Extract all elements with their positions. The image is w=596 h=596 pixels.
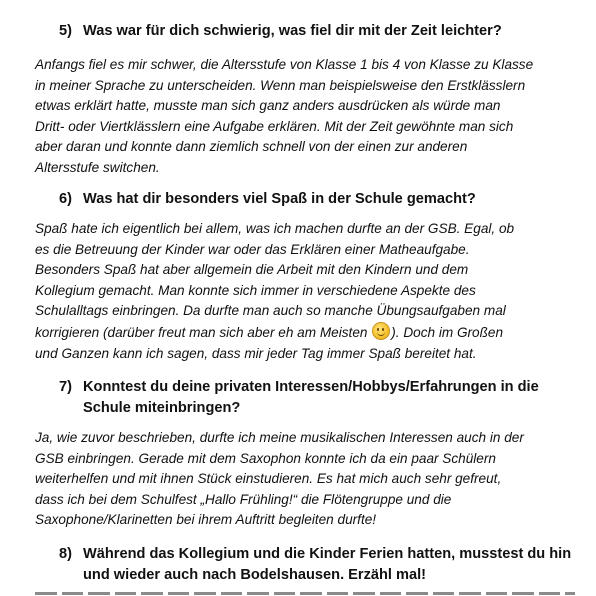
answer-line: etwas erklärt hatte, musste man sich ganz anders ausdrücken als würde man (35, 98, 501, 114)
answer-line: in meiner Sprache zu unterscheiden. Wenn man beispielsweise den Erstklässlern (35, 77, 526, 93)
question-7 (59, 377, 539, 398)
answer-line-with-emoji (35, 322, 514, 344)
answer-line: Kollegium gemacht. Man konnte sich immer in verschiedene Aspekte des (35, 282, 476, 298)
answer-6 (35, 219, 514, 364)
question-text: Während das Kollegium und die Kinder Ferien hatten, musstest du hin (83, 546, 572, 562)
question-number: 8) (59, 546, 72, 562)
question-8 (59, 544, 571, 565)
answer-line: Ja, wie zuvor beschrieben, durfte ich meine musikalischen Interessen auch in der (35, 430, 524, 445)
answer-line: Besonders Spaß hat aber allgemein die Arbeit mit den Kindern und dem (35, 262, 469, 278)
answer-line: Anfangs fiel es mir schwer, die Altersstufe von Klasse 1 bis 4 von Klasse zu Klasse (35, 57, 534, 72)
question-7-continued (83, 398, 240, 419)
answer-line: dass ich bei dem Schulfest „Hallo Frühling!“ die Flötengruppe und die (35, 491, 452, 507)
question-text: Konntest du deine privaten Interessen/Hobbys/Erfahrungen in die (83, 379, 539, 395)
answer-line-start: korrigieren (darüber freut man sich aber eh am Meisten (35, 324, 368, 340)
answer-line: und Ganzen kann ich sagen, dass mir jeder Tag immer Spaß bereitet hat. (35, 345, 477, 361)
answer-line: GSB einbringen. Gerade mit dem Saxophon konnte ich da ein paar Schülern (35, 450, 496, 466)
answer-line-end: ). Doch im Großen (391, 324, 504, 340)
answer-line: Altersstufe switchen. (35, 159, 160, 175)
answer-7 (35, 428, 524, 531)
question-6 (59, 189, 476, 210)
answer-line: Spaß hate ich eigentlich bei allem, was ich machen durfte an der GSB. Egal, ob (35, 221, 515, 236)
question-text: und wieder auch nach Bodelshausen. Erzähl mal! (83, 567, 427, 583)
question-number: 5) (59, 23, 72, 39)
answer-line: Schulalltags einbringen. Da durfte man auch so manche Übungsaufgaben mal (35, 303, 506, 319)
question-8-continued (83, 565, 426, 586)
question-text: Was war für dich schwierig, was fiel dir mit der Zeit leichter? (83, 23, 502, 39)
answer-line: aber daran und konnte dann ziemlich schnell von der einen zur anderen (35, 139, 468, 155)
answer-line: weiterhelfen und mit ihnen Stück einstudieren. Es hat mich auch sehr gefreut, (35, 471, 502, 487)
answer-line: es die Betreuung der Kinder war oder das Erklären einer Matheaufgabe. (35, 241, 470, 257)
answer-5 (35, 55, 533, 179)
question-5 (59, 21, 502, 42)
cropped-text-line (35, 588, 575, 596)
question-text: Schule miteinbringen? (83, 400, 241, 416)
question-text: Was hat dir besonders viel Spaß in der Schule gemacht? (83, 191, 476, 207)
question-number: 7) (59, 379, 72, 395)
smiley-face-icon (372, 322, 390, 340)
answer-line: Dritt- oder Viertklässlern eine Aufgabe erklären. Mit der Zeit gewöhnte man sich (35, 118, 514, 134)
question-number: 6) (59, 191, 72, 207)
answer-line: Saxophone/Klarinetten bei ihrem Auftritt begleiten durfte! (35, 512, 377, 528)
